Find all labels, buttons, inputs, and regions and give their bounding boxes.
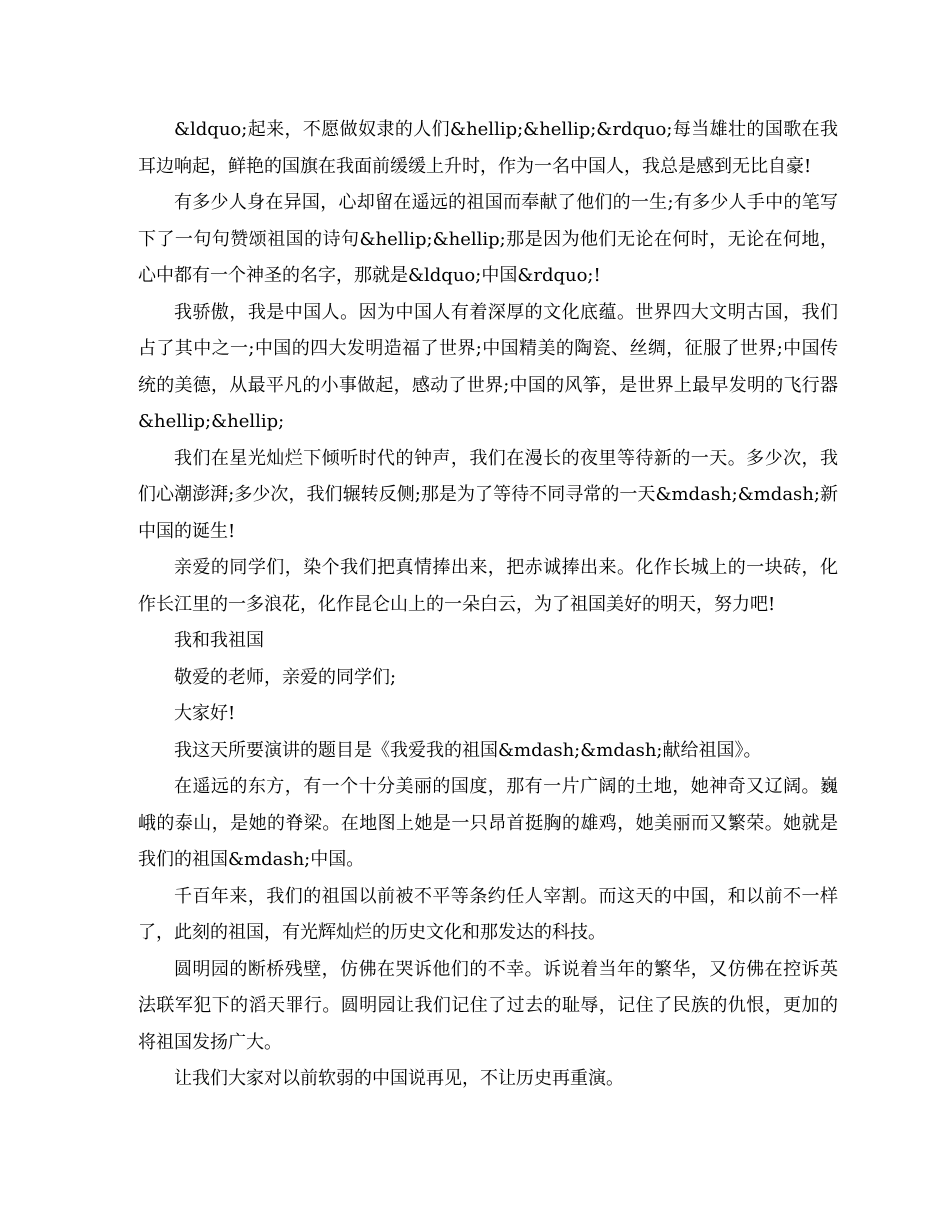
paragraph-history: 千百年来，我们的祖国以前被不平等条约任人宰割。而这天的中国，和以前不一样了，此刻的祖国，有光辉灿烂的历史文化和那发达的科技。 xyxy=(138,885,838,943)
paragraph-topic: 我这天所要演讲的题目是《我爱我的祖国&mdash;&mdash;献给祖国》。 xyxy=(174,739,762,761)
greeting: 大家好! xyxy=(174,703,236,724)
paragraph-abroad: 有多少人身在异国，心却留在遥远的祖国而奉献了他们的一生;有多少人手中的笔写下了一句句赞颂祖国的诗句&hellip;&hellip;那是因为他们无论在何时，无论在何地，心中都有一个神圣的名字，那就是&ldquo;中国&rdquo;! xyxy=(138,192,838,286)
paragraph-farewell: 让我们大家对以前软弱的中国说再见，不让历史再重演。 xyxy=(174,1068,624,1089)
paragraph-classmates: 亲爱的同学们，染个我们把真情捧出来，把赤诚捧出来。化作长城上的一块砖，化作长江里的一多浪花，化作昆仑山上的一朵白云，为了祖国美好的明天，努力吧! xyxy=(138,557,838,615)
document-page xyxy=(138,112,838,1098)
paragraph-proud: 我骄傲，我是中国人。因为中国人有着深厚的文化底蕴。世界四大文明古国，我们占了其中之一;中国的四大发明造福了世界;中国精美的陶瓷、丝绸，征服了世界;中国传统的美德，从最平凡的小事做起，感动了世界;中国的风筝，是世界上最早发明的飞行器&hellip;&hellip; xyxy=(138,301,838,432)
paragraph-starlight: 我们在星光灿烂下倾听时代的钟声，我们在漫长的夜里等待新的一天。多少次，我们心潮澎湃;多少次，我们辗转反侧;那是为了等待不同寻常的一天&mdash;&mdash;新中国的诞生! xyxy=(138,447,838,542)
salutation: 敬爱的老师，亲爱的同学们; xyxy=(174,666,397,688)
paragraph-east: 在遥远的东方，有一个十分美丽的国度，那有一片广阔的土地，她神奇又辽阔。巍峨的泰山，是她的脊梁。在地图上她是一只昂首挺胸的雄鸡，她美丽而又繁荣。她就是我们的祖国&mdash;中国。 xyxy=(138,776,838,870)
speech-title: 我和我祖国 xyxy=(174,630,264,651)
paragraph-anthem: &ldquo;起来，不愿做奴隶的人们&hellip;&hellip;&rdquo;每当雄壮的国歌在我耳边响起，鲜艳的国旗在我面前缓缓上升时，作为一名中国人，我总是感到无比自豪! xyxy=(138,119,838,177)
paragraph-yuanmingyuan: 圆明园的断桥残壁，仿佛在哭诉他们的不幸。诉说着当年的繁华，又仿佛在控诉英法联军犯下的滔天罪行。圆明园让我们记住了过去的耻辱，记住了民族的仇恨，更加的将祖国发扬广大。 xyxy=(138,958,838,1053)
